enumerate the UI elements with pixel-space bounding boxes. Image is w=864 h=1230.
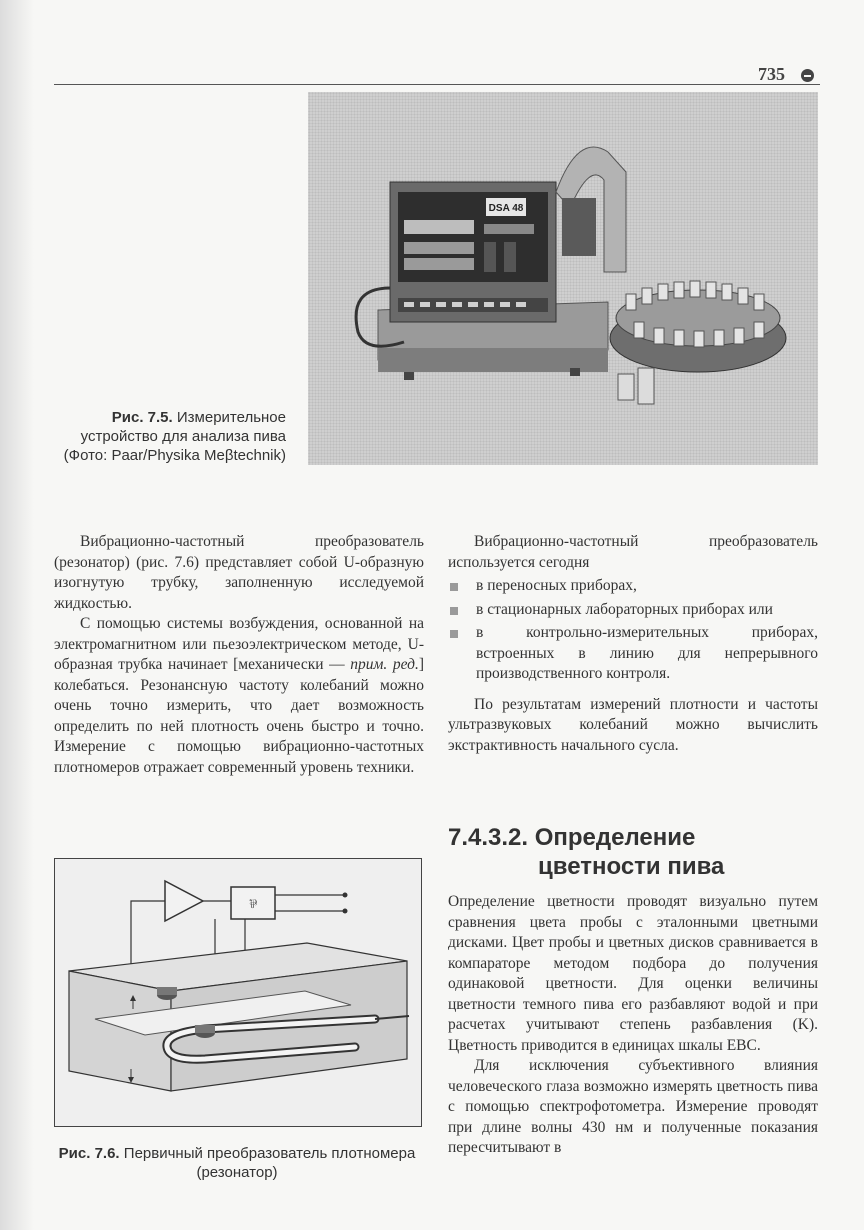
list-item: в стационарных лабораторных приборах или [448, 600, 818, 621]
left-column [54, 532, 424, 778]
frequency-block-symbol: ⅌ [249, 897, 257, 911]
left-paragraph-2-part-a: С помощью системы возбуждения, основанной на электромагнитном или пьезоэлектрическом методе, U-образная трубка начинает [механически — [54, 615, 424, 673]
section-title-line1: Определение [534, 824, 696, 851]
section-title-line2: цветности пива [538, 853, 725, 880]
density-meter-illustration [308, 92, 818, 465]
right-column [448, 532, 818, 756]
header-rule [54, 84, 820, 85]
section-heading [448, 823, 818, 881]
figure-7-6-diagram [54, 858, 422, 1127]
usage-list [448, 576, 818, 685]
figure-7-6-caption-text: Первичный преобразователь плотномера (резонатор) [123, 1145, 416, 1181]
figure-7-5-label: Рис. 7.5. [111, 409, 173, 426]
left-paragraph-1: Вибрационно-частотный преобразователь (резонатор) (рис. 7.6) представляет собой U-образную изогнутую трубку, заполненную исследуемой жидкостью. [54, 533, 424, 612]
figure-7-5-caption-text: Измерительное устройство для анализа пива (Фото: Paar/Physika Meβtechnik) [63, 409, 286, 464]
editor-note: прим. ред. [350, 656, 419, 673]
right-paragraph-after-list: По результатам измерений плотности и частоты ультразвуковых колебаний можно вычислить экстрактивность начального сусла. [448, 695, 818, 754]
page-mark-icon [801, 69, 814, 82]
left-paragraph-2 [54, 614, 424, 778]
list-item: в контрольно-измерительных приборах, встроенных в линию для непрерывного производственного контроля. [448, 623, 818, 685]
section-number: 7.4.3.2. [448, 824, 529, 851]
amplifier-symbol [165, 881, 203, 921]
section-body [448, 892, 818, 1159]
page-number: 735 [758, 64, 785, 84]
figure-7-6-label: Рис. 7.6. [58, 1145, 120, 1162]
figure-7-5-photo [308, 92, 818, 465]
resonator-schematic [55, 859, 421, 1126]
figure-7-6-caption [54, 1144, 420, 1182]
section-paragraph-2: Для исключения субъективного влияния человеческого глаза возможно измерять цветность пива с помощью спектрофотометра. Измерение проводят при длине волны 430 нм и полученные показания пересчитывают в [448, 1057, 818, 1156]
list-item: в переносных приборах, [448, 576, 818, 597]
left-paragraph-2-part-b: ] колебаться. Резонансную частоту колебаний можно очень точно измерить, что дает возможность определить по ней плотность очень быстро и точно. Измерение с помощью вибрационно-частотных плотномеров отражает современный уровень техники. [54, 656, 424, 776]
page-edge-shadow [0, 0, 34, 1230]
figure-7-5-caption [54, 408, 286, 465]
section-paragraph-1: Определение цветности проводят визуально путем сравнения цвета пробы с эталонными цветными дисками. Цвет пробы и цветных дисков сравнивается в компараторе методом подбора до получения одинаковой цветности. Для оценки величины цветности темного пива его разбавляют водой и при расчетах учитывают степень разбавления (K). Цветность приводится в единицах шкалы EBC. [448, 893, 818, 1054]
device-display-label: DSA 48 [488, 203, 524, 214]
right-intro: Вибрационно-частотный преобразователь используется сегодня [448, 533, 818, 571]
